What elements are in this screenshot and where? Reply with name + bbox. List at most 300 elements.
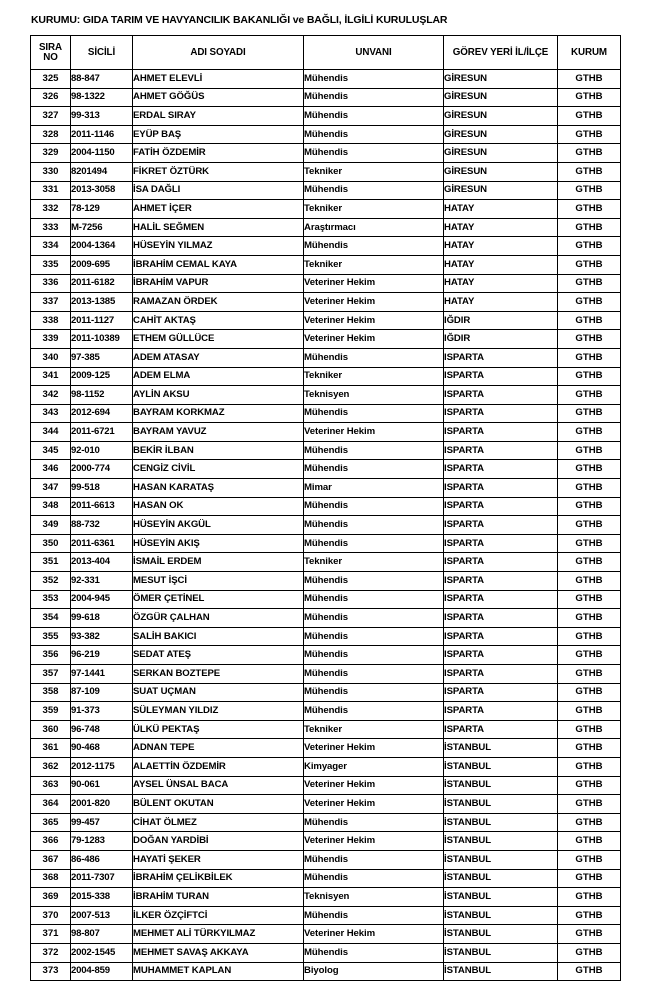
cell-kurum: GTHB <box>558 832 621 851</box>
cell-sicil: 2004-859 <box>71 962 133 981</box>
table-row <box>31 553 621 572</box>
cell-kurum: GTHB <box>558 162 621 181</box>
cell-sicil: 2011-6613 <box>71 497 133 516</box>
cell-adi-soyadi: CENGİZ CİVİL <box>133 460 304 479</box>
cell-gorev-yeri: İSTANBUL <box>444 888 558 907</box>
cell-kurum: GTHB <box>558 404 621 423</box>
column-header-sira-line2: NO <box>43 51 58 63</box>
cell-adi-soyadi: AHMET İÇER <box>133 200 304 219</box>
cell-sira-no: 337 <box>31 293 71 312</box>
cell-gorev-yeri: IĞDIR <box>444 311 558 330</box>
cell-sicil: 88-732 <box>71 516 133 535</box>
cell-gorev-yeri: HATAY <box>444 255 558 274</box>
cell-kurum: GTHB <box>558 441 621 460</box>
cell-unvani: Mühendis <box>304 404 444 423</box>
cell-sira-no: 326 <box>31 88 71 107</box>
cell-kurum: GTHB <box>558 293 621 312</box>
cell-sicil: 2012-1175 <box>71 757 133 776</box>
cell-sicil: 98-1322 <box>71 88 133 107</box>
cell-gorev-yeri: İSTANBUL <box>444 943 558 962</box>
cell-adi-soyadi: CAHİT AKTAŞ <box>133 311 304 330</box>
cell-adi-soyadi: AHMET GÖĞÜS <box>133 88 304 107</box>
cell-sicil: 96-748 <box>71 720 133 739</box>
cell-sicil: 2009-125 <box>71 367 133 386</box>
cell-sicil: 99-618 <box>71 609 133 628</box>
cell-kurum: GTHB <box>558 367 621 386</box>
cell-unvani: Mühendis <box>304 665 444 684</box>
cell-gorev-yeri: ISPARTA <box>444 479 558 498</box>
cell-unvani: Biyolog <box>304 962 444 981</box>
cell-sira-no: 354 <box>31 609 71 628</box>
table-row <box>31 293 621 312</box>
cell-gorev-yeri: ISPARTA <box>444 665 558 684</box>
cell-adi-soyadi: İSA DAĞLI <box>133 181 304 200</box>
cell-adi-soyadi: BEKİR İLBAN <box>133 441 304 460</box>
cell-adi-soyadi: DOĞAN YARDİBİ <box>133 832 304 851</box>
cell-sicil: 79-1283 <box>71 832 133 851</box>
cell-adi-soyadi: CİHAT ÖLMEZ <box>133 813 304 832</box>
cell-unvani: Mühendis <box>304 441 444 460</box>
cell-kurum: GTHB <box>558 739 621 758</box>
cell-kurum: GTHB <box>558 88 621 107</box>
table-row <box>31 162 621 181</box>
cell-sira-no: 328 <box>31 125 71 144</box>
cell-gorev-yeri: IĞDIR <box>444 330 558 349</box>
table-row <box>31 572 621 591</box>
cell-kurum: GTHB <box>558 609 621 628</box>
cell-kurum: GTHB <box>558 218 621 237</box>
cell-sicil: 99-457 <box>71 813 133 832</box>
cell-sicil: 98-1152 <box>71 386 133 405</box>
cell-kurum: GTHB <box>558 144 621 163</box>
cell-kurum: GTHB <box>558 850 621 869</box>
table-row <box>31 107 621 126</box>
cell-kurum: GTHB <box>558 943 621 962</box>
cell-sira-no: 349 <box>31 516 71 535</box>
column-header-kurum: KURUM <box>558 36 621 70</box>
cell-kurum: GTHB <box>558 572 621 591</box>
cell-unvani: Mühendis <box>304 869 444 888</box>
table-row <box>31 646 621 665</box>
cell-kurum: GTHB <box>558 311 621 330</box>
cell-sicil: 90-061 <box>71 776 133 795</box>
table-header <box>31 36 621 70</box>
cell-gorev-yeri: GİRESUN <box>444 70 558 89</box>
cell-kurum: GTHB <box>558 813 621 832</box>
cell-adi-soyadi: MESUT İŞCİ <box>133 572 304 591</box>
cell-adi-soyadi: ADEM ELMA <box>133 367 304 386</box>
cell-adi-soyadi: ÜLKÜ PEKTAŞ <box>133 720 304 739</box>
cell-gorev-yeri: ISPARTA <box>444 627 558 646</box>
cell-unvani: Veteriner Hekim <box>304 330 444 349</box>
table-row <box>31 962 621 981</box>
cell-sicil: 2012-694 <box>71 404 133 423</box>
cell-unvani: Tekniker <box>304 255 444 274</box>
cell-sira-no: 347 <box>31 479 71 498</box>
cell-adi-soyadi: ADEM ATASAY <box>133 348 304 367</box>
cell-kurum: GTHB <box>558 646 621 665</box>
cell-gorev-yeri: İSTANBUL <box>444 962 558 981</box>
table-row <box>31 832 621 851</box>
cell-kurum: GTHB <box>558 125 621 144</box>
table-row <box>31 460 621 479</box>
cell-sira-no: 362 <box>31 757 71 776</box>
cell-adi-soyadi: SERKAN BOZTEPE <box>133 665 304 684</box>
cell-kurum: GTHB <box>558 274 621 293</box>
cell-unvani: Mühendis <box>304 125 444 144</box>
table-row <box>31 200 621 219</box>
cell-sira-no: 353 <box>31 590 71 609</box>
cell-kurum: GTHB <box>558 925 621 944</box>
cell-gorev-yeri: İSTANBUL <box>444 813 558 832</box>
cell-sira-no: 348 <box>31 497 71 516</box>
cell-kurum: GTHB <box>558 330 621 349</box>
table-row <box>31 534 621 553</box>
cell-kurum: GTHB <box>558 683 621 702</box>
cell-unvani: Teknisyen <box>304 888 444 907</box>
cell-kurum: GTHB <box>558 869 621 888</box>
cell-gorev-yeri: GİRESUN <box>444 181 558 200</box>
cell-kurum: GTHB <box>558 795 621 814</box>
column-header-adi-soyadi: ADI SOYADI <box>133 36 304 70</box>
cell-sicil: 91-373 <box>71 702 133 721</box>
table-row <box>31 869 621 888</box>
cell-unvani: Mühendis <box>304 460 444 479</box>
cell-sira-no: 357 <box>31 665 71 684</box>
cell-sira-no: 335 <box>31 255 71 274</box>
cell-sira-no: 345 <box>31 441 71 460</box>
cell-sira-no: 346 <box>31 460 71 479</box>
personnel-roster-table <box>30 35 621 981</box>
cell-kurum: GTHB <box>558 386 621 405</box>
cell-sira-no: 364 <box>31 795 71 814</box>
cell-sira-no: 325 <box>31 70 71 89</box>
table-row <box>31 683 621 702</box>
cell-kurum: GTHB <box>558 237 621 256</box>
cell-sira-no: 356 <box>31 646 71 665</box>
cell-sicil: 2011-10389 <box>71 330 133 349</box>
cell-unvani: Veteriner Hekim <box>304 423 444 442</box>
cell-sira-no: 330 <box>31 162 71 181</box>
cell-adi-soyadi: MEHMET SAVAŞ AKKAYA <box>133 943 304 962</box>
cell-unvani: Mühendis <box>304 181 444 200</box>
cell-gorev-yeri: İSTANBUL <box>444 739 558 758</box>
cell-unvani: Mimar <box>304 479 444 498</box>
cell-sicil: 2013-404 <box>71 553 133 572</box>
table-row <box>31 906 621 925</box>
table-row <box>31 423 621 442</box>
cell-unvani: Tekniker <box>304 162 444 181</box>
table-row <box>31 70 621 89</box>
cell-unvani: Tekniker <box>304 367 444 386</box>
cell-unvani: Veteriner Hekim <box>304 925 444 944</box>
cell-sicil: 99-313 <box>71 107 133 126</box>
cell-unvani: Mühendis <box>304 107 444 126</box>
cell-adi-soyadi: HÜSEYİN AKGÜL <box>133 516 304 535</box>
table-row <box>31 757 621 776</box>
table-row <box>31 441 621 460</box>
cell-gorev-yeri: GİRESUN <box>444 162 558 181</box>
table-row <box>31 218 621 237</box>
cell-sicil: 97-385 <box>71 348 133 367</box>
cell-kurum: GTHB <box>558 423 621 442</box>
cell-unvani: Mühendis <box>304 646 444 665</box>
table-row <box>31 404 621 423</box>
cell-sicil: 98-807 <box>71 925 133 944</box>
column-header-sira-no <box>31 36 71 70</box>
cell-adi-soyadi: HAYATİ ŞEKER <box>133 850 304 869</box>
cell-gorev-yeri: HATAY <box>444 274 558 293</box>
table-row <box>31 125 621 144</box>
cell-unvani: Mühendis <box>304 534 444 553</box>
cell-adi-soyadi: BAYRAM YAVUZ <box>133 423 304 442</box>
cell-sicil: 2007-513 <box>71 906 133 925</box>
column-header-gorev-yeri: GÖREV YERİ İL/İLÇE <box>444 36 558 70</box>
cell-unvani: Tekniker <box>304 720 444 739</box>
cell-gorev-yeri: İSTANBUL <box>444 906 558 925</box>
cell-kurum: GTHB <box>558 757 621 776</box>
cell-adi-soyadi: İBRAHİM TURAN <box>133 888 304 907</box>
cell-unvani: Mühendis <box>304 683 444 702</box>
cell-unvani: Mühendis <box>304 70 444 89</box>
cell-adi-soyadi: HÜSEYİN YILMAZ <box>133 237 304 256</box>
table-row <box>31 237 621 256</box>
cell-kurum: GTHB <box>558 181 621 200</box>
table-row <box>31 850 621 869</box>
column-header-sicil: SİCİLİ <box>71 36 133 70</box>
cell-sira-no: 339 <box>31 330 71 349</box>
table-row <box>31 144 621 163</box>
cell-gorev-yeri: ISPARTA <box>444 423 558 442</box>
table-row <box>31 255 621 274</box>
cell-unvani: Araştırmacı <box>304 218 444 237</box>
cell-gorev-yeri: HATAY <box>444 237 558 256</box>
cell-sira-no: 334 <box>31 237 71 256</box>
cell-sicil: 2015-338 <box>71 888 133 907</box>
cell-kurum: GTHB <box>558 534 621 553</box>
cell-kurum: GTHB <box>558 516 621 535</box>
cell-gorev-yeri: GİRESUN <box>444 125 558 144</box>
cell-adi-soyadi: AYSEL ÜNSAL BACA <box>133 776 304 795</box>
cell-unvani: Tekniker <box>304 200 444 219</box>
cell-sicil: 90-468 <box>71 739 133 758</box>
cell-gorev-yeri: ISPARTA <box>444 404 558 423</box>
cell-adi-soyadi: ALAETTİN ÖZDEMİR <box>133 757 304 776</box>
table-row <box>31 925 621 944</box>
cell-unvani: Mühendis <box>304 237 444 256</box>
table-row <box>31 516 621 535</box>
cell-sicil: 93-382 <box>71 627 133 646</box>
cell-sira-no: 352 <box>31 572 71 591</box>
cell-sira-no: 372 <box>31 943 71 962</box>
cell-gorev-yeri: ISPARTA <box>444 683 558 702</box>
cell-sira-no: 359 <box>31 702 71 721</box>
cell-unvani: Mühendis <box>304 348 444 367</box>
cell-sicil: 2013-1385 <box>71 293 133 312</box>
cell-unvani: Mühendis <box>304 906 444 925</box>
cell-kurum: GTHB <box>558 479 621 498</box>
cell-unvani: Veteriner Hekim <box>304 776 444 795</box>
cell-adi-soyadi: İBRAHİM CEMAL KAYA <box>133 255 304 274</box>
table-row <box>31 720 621 739</box>
cell-adi-soyadi: BAYRAM KORKMAZ <box>133 404 304 423</box>
cell-gorev-yeri: ISPARTA <box>444 516 558 535</box>
cell-gorev-yeri: ISPARTA <box>444 572 558 591</box>
cell-unvani: Veteriner Hekim <box>304 293 444 312</box>
table-row <box>31 181 621 200</box>
cell-adi-soyadi: ERDAL SIRAY <box>133 107 304 126</box>
cell-gorev-yeri: HATAY <box>444 293 558 312</box>
cell-sira-no: 332 <box>31 200 71 219</box>
page-title: KURUMU: GIDA TARIM VE HAVYANCILIK BAKANLIĞI ve BAĞLI, İLGİLİ KURULUŞLAR <box>31 14 448 26</box>
table-row <box>31 665 621 684</box>
table-row <box>31 795 621 814</box>
cell-unvani: Kimyager <box>304 757 444 776</box>
cell-sira-no: 373 <box>31 962 71 981</box>
cell-gorev-yeri: HATAY <box>444 218 558 237</box>
cell-adi-soyadi: SUAT UÇMAN <box>133 683 304 702</box>
cell-adi-soyadi: FİKRET ÖZTÜRK <box>133 162 304 181</box>
cell-adi-soyadi: SÜLEYMAN YILDIZ <box>133 702 304 721</box>
cell-adi-soyadi: BÜLENT OKUTAN <box>133 795 304 814</box>
cell-sira-no: 327 <box>31 107 71 126</box>
cell-gorev-yeri: ISPARTA <box>444 534 558 553</box>
cell-adi-soyadi: MEHMET ALİ TÜRKYILMAZ <box>133 925 304 944</box>
cell-kurum: GTHB <box>558 70 621 89</box>
cell-kurum: GTHB <box>558 590 621 609</box>
cell-adi-soyadi: HASAN KARATAŞ <box>133 479 304 498</box>
cell-sira-no: 358 <box>31 683 71 702</box>
cell-sicil: 2011-6361 <box>71 534 133 553</box>
cell-kurum: GTHB <box>558 906 621 925</box>
table-body <box>31 70 621 981</box>
cell-adi-soyadi: ÖMER ÇETİNEL <box>133 590 304 609</box>
cell-sira-no: 343 <box>31 404 71 423</box>
cell-gorev-yeri: İSTANBUL <box>444 757 558 776</box>
table-row <box>31 739 621 758</box>
cell-unvani: Mühendis <box>304 572 444 591</box>
cell-sira-no: 368 <box>31 869 71 888</box>
cell-gorev-yeri: İSTANBUL <box>444 869 558 888</box>
cell-unvani: Mühendis <box>304 943 444 962</box>
cell-sira-no: 361 <box>31 739 71 758</box>
cell-kurum: GTHB <box>558 720 621 739</box>
cell-gorev-yeri: GİRESUN <box>444 88 558 107</box>
cell-sira-no: 371 <box>31 925 71 944</box>
cell-sicil: 88-847 <box>71 70 133 89</box>
cell-unvani: Veteriner Hekim <box>304 274 444 293</box>
cell-sicil: 2013-3058 <box>71 181 133 200</box>
cell-gorev-yeri: ISPARTA <box>444 386 558 405</box>
cell-unvani: Mühendis <box>304 88 444 107</box>
cell-gorev-yeri: ISPARTA <box>444 609 558 628</box>
cell-sicil: 87-109 <box>71 683 133 702</box>
table-row <box>31 609 621 628</box>
cell-unvani: Veteriner Hekim <box>304 832 444 851</box>
cell-sicil: 2004-1150 <box>71 144 133 163</box>
cell-sicil: 2000-774 <box>71 460 133 479</box>
cell-unvani: Teknisyen <box>304 386 444 405</box>
cell-gorev-yeri: ISPARTA <box>444 348 558 367</box>
table-row <box>31 702 621 721</box>
cell-sira-no: 355 <box>31 627 71 646</box>
table-header-row <box>31 36 621 70</box>
table-row <box>31 813 621 832</box>
cell-unvani: Mühendis <box>304 702 444 721</box>
table-row <box>31 479 621 498</box>
cell-sicil: 96-219 <box>71 646 133 665</box>
cell-sicil: 2002-1545 <box>71 943 133 962</box>
table-row <box>31 386 621 405</box>
table-row <box>31 590 621 609</box>
cell-adi-soyadi: ADNAN TEPE <box>133 739 304 758</box>
cell-gorev-yeri: ISPARTA <box>444 460 558 479</box>
cell-sira-no: 342 <box>31 386 71 405</box>
cell-sira-no: 340 <box>31 348 71 367</box>
cell-adi-soyadi: HÜSEYİN AKIŞ <box>133 534 304 553</box>
cell-adi-soyadi: SALİH BAKICI <box>133 627 304 646</box>
cell-gorev-yeri: HATAY <box>444 200 558 219</box>
cell-kurum: GTHB <box>558 776 621 795</box>
cell-sicil: 2011-7307 <box>71 869 133 888</box>
cell-adi-soyadi: AYLİN AKSU <box>133 386 304 405</box>
cell-gorev-yeri: İSTANBUL <box>444 832 558 851</box>
cell-sicil: 92-331 <box>71 572 133 591</box>
cell-adi-soyadi: MUHAMMET KAPLAN <box>133 962 304 981</box>
cell-gorev-yeri: İSTANBUL <box>444 850 558 869</box>
cell-adi-soyadi: EYÜP BAŞ <box>133 125 304 144</box>
cell-unvani: Mühendis <box>304 609 444 628</box>
cell-sicil: 2004-945 <box>71 590 133 609</box>
cell-kurum: GTHB <box>558 460 621 479</box>
cell-adi-soyadi: İBRAHİM ÇELİKBİLEK <box>133 869 304 888</box>
cell-gorev-yeri: ISPARTA <box>444 720 558 739</box>
cell-sira-no: 331 <box>31 181 71 200</box>
cell-gorev-yeri: GİRESUN <box>444 107 558 126</box>
cell-gorev-yeri: ISPARTA <box>444 702 558 721</box>
cell-sicil: 2011-1146 <box>71 125 133 144</box>
cell-kurum: GTHB <box>558 627 621 646</box>
table-row <box>31 348 621 367</box>
cell-unvani: Mühendis <box>304 813 444 832</box>
cell-unvani: Mühendis <box>304 627 444 646</box>
table-row <box>31 776 621 795</box>
cell-unvani: Veteriner Hekim <box>304 795 444 814</box>
table-row <box>31 367 621 386</box>
cell-sicil: 8201494 <box>71 162 133 181</box>
cell-adi-soyadi: FATİH ÖZDEMİR <box>133 144 304 163</box>
cell-adi-soyadi: SEDAT ATEŞ <box>133 646 304 665</box>
cell-unvani: Mühendis <box>304 144 444 163</box>
cell-sicil: 92-010 <box>71 441 133 460</box>
cell-sicil: 2001-820 <box>71 795 133 814</box>
table-row <box>31 888 621 907</box>
cell-sira-no: 341 <box>31 367 71 386</box>
cell-sira-no: 350 <box>31 534 71 553</box>
cell-sicil: 2011-6721 <box>71 423 133 442</box>
cell-sicil: 2004-1364 <box>71 237 133 256</box>
cell-gorev-yeri: GİRESUN <box>444 144 558 163</box>
table-row <box>31 88 621 107</box>
cell-adi-soyadi: HALİL SEĞMEN <box>133 218 304 237</box>
cell-kurum: GTHB <box>558 107 621 126</box>
cell-sicil: 2011-1127 <box>71 311 133 330</box>
cell-gorev-yeri: İSTANBUL <box>444 795 558 814</box>
table-row <box>31 497 621 516</box>
cell-sira-no: 370 <box>31 906 71 925</box>
cell-adi-soyadi: ÖZGÜR ÇALHAN <box>133 609 304 628</box>
cell-sira-no: 351 <box>31 553 71 572</box>
